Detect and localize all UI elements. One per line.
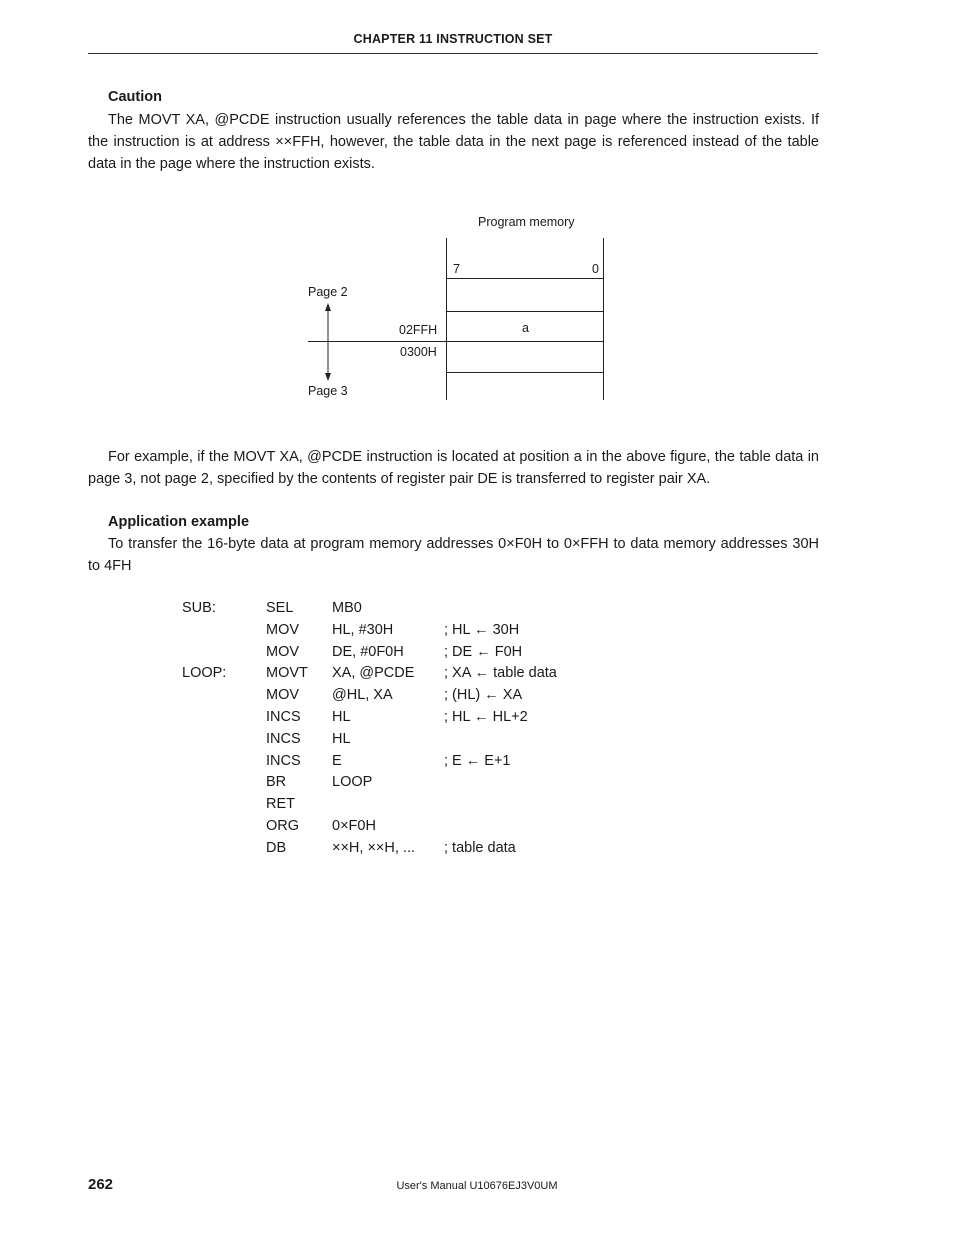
code-operand: MB0 bbox=[332, 600, 362, 616]
manual-id: User's Manual U10676EJ3V0UM bbox=[396, 1180, 558, 1192]
address-0300h: 0300H bbox=[400, 345, 437, 359]
page-boundary-line bbox=[308, 341, 604, 342]
code-op: ORG bbox=[266, 818, 300, 834]
address-02ffh: 02FFH bbox=[399, 323, 438, 337]
page-arrows-icon bbox=[320, 303, 336, 381]
code-op: SEL bbox=[266, 600, 294, 616]
code-op: BR bbox=[266, 774, 287, 790]
code-comment: ; HL ← HL+2 bbox=[444, 709, 528, 725]
code-op: MOV bbox=[266, 687, 300, 703]
bit-high-label: 7 bbox=[453, 262, 460, 276]
program-memory-figure bbox=[290, 205, 630, 410]
example-text: For example, if the MOVT XA, @PCDE instruction is located at position a in the above figure, the table data in page 3, not page 2, specified by the contents of register pair DE is transferred to register pair XA. bbox=[88, 449, 819, 487]
code-comment: ; E ← E+1 bbox=[444, 753, 511, 769]
cell-label-a: a bbox=[522, 321, 529, 335]
code-operand: DE, #0F0H bbox=[332, 644, 404, 660]
figure-title: Program memory bbox=[478, 215, 575, 229]
chapter-header: CHAPTER 11 INSTRUCTION SET bbox=[353, 32, 553, 46]
code-label: LOOP: bbox=[182, 665, 227, 681]
code-operand: HL bbox=[332, 709, 351, 725]
code-op: MOVT bbox=[266, 665, 308, 681]
code-operand: @HL, XA bbox=[332, 687, 393, 703]
memory-row-line bbox=[447, 372, 604, 373]
memory-row-line bbox=[447, 278, 604, 279]
caution-heading: Caution bbox=[108, 89, 162, 105]
application-text: To transfer the 16-byte data at program memory addresses 0×F0H to 0×FFH to data memory addresses 30H to 4FH bbox=[88, 536, 819, 574]
code-comment: ; (HL) ← XA bbox=[444, 687, 523, 703]
code-operand: HL bbox=[332, 731, 351, 747]
application-heading: Application example bbox=[108, 514, 250, 530]
code-operand: XA, @PCDE bbox=[332, 665, 415, 681]
code-operand: LOOP bbox=[332, 774, 373, 790]
code-operand: 0×F0H bbox=[332, 818, 376, 834]
memory-left-border bbox=[446, 238, 447, 400]
caution-paragraph bbox=[88, 110, 819, 175]
memory-row-line bbox=[447, 311, 604, 312]
code-op: MOV bbox=[266, 644, 300, 660]
caution-text: The MOVT XA, @PCDE instruction usually references the table data in page where the instruction exists. If the instruction is at address ××FFH, however, the table data in the next page is referenced instead of the table data in the page where the instruction exists. bbox=[88, 112, 819, 172]
bit-low-label: 0 bbox=[592, 262, 599, 276]
code-comment: ; DE ← F0H bbox=[444, 644, 523, 660]
code-operand: ××H, ××H, ... bbox=[332, 840, 416, 856]
code-comment: ; table data bbox=[444, 840, 516, 856]
code-op: INCS bbox=[266, 753, 301, 769]
page-number: 262 bbox=[88, 1176, 114, 1193]
code-op: MOV bbox=[266, 622, 300, 638]
code-operand: HL, #30H bbox=[332, 622, 394, 638]
code-label: SUB: bbox=[182, 600, 216, 616]
code-op: RET bbox=[266, 796, 295, 812]
example-paragraph bbox=[88, 447, 819, 491]
code-op: DB bbox=[266, 840, 287, 856]
memory-right-border bbox=[603, 238, 604, 400]
code-op: INCS bbox=[266, 709, 301, 725]
header-rule bbox=[88, 53, 818, 54]
code-comment: ; XA ← table data bbox=[444, 665, 557, 681]
code-op: INCS bbox=[266, 731, 301, 747]
application-paragraph bbox=[88, 534, 819, 578]
page-2-label: Page 2 bbox=[308, 285, 348, 299]
code-comment: ; HL ← 30H bbox=[444, 622, 520, 638]
code-operand: E bbox=[332, 753, 342, 769]
page-3-label: Page 3 bbox=[308, 384, 348, 398]
